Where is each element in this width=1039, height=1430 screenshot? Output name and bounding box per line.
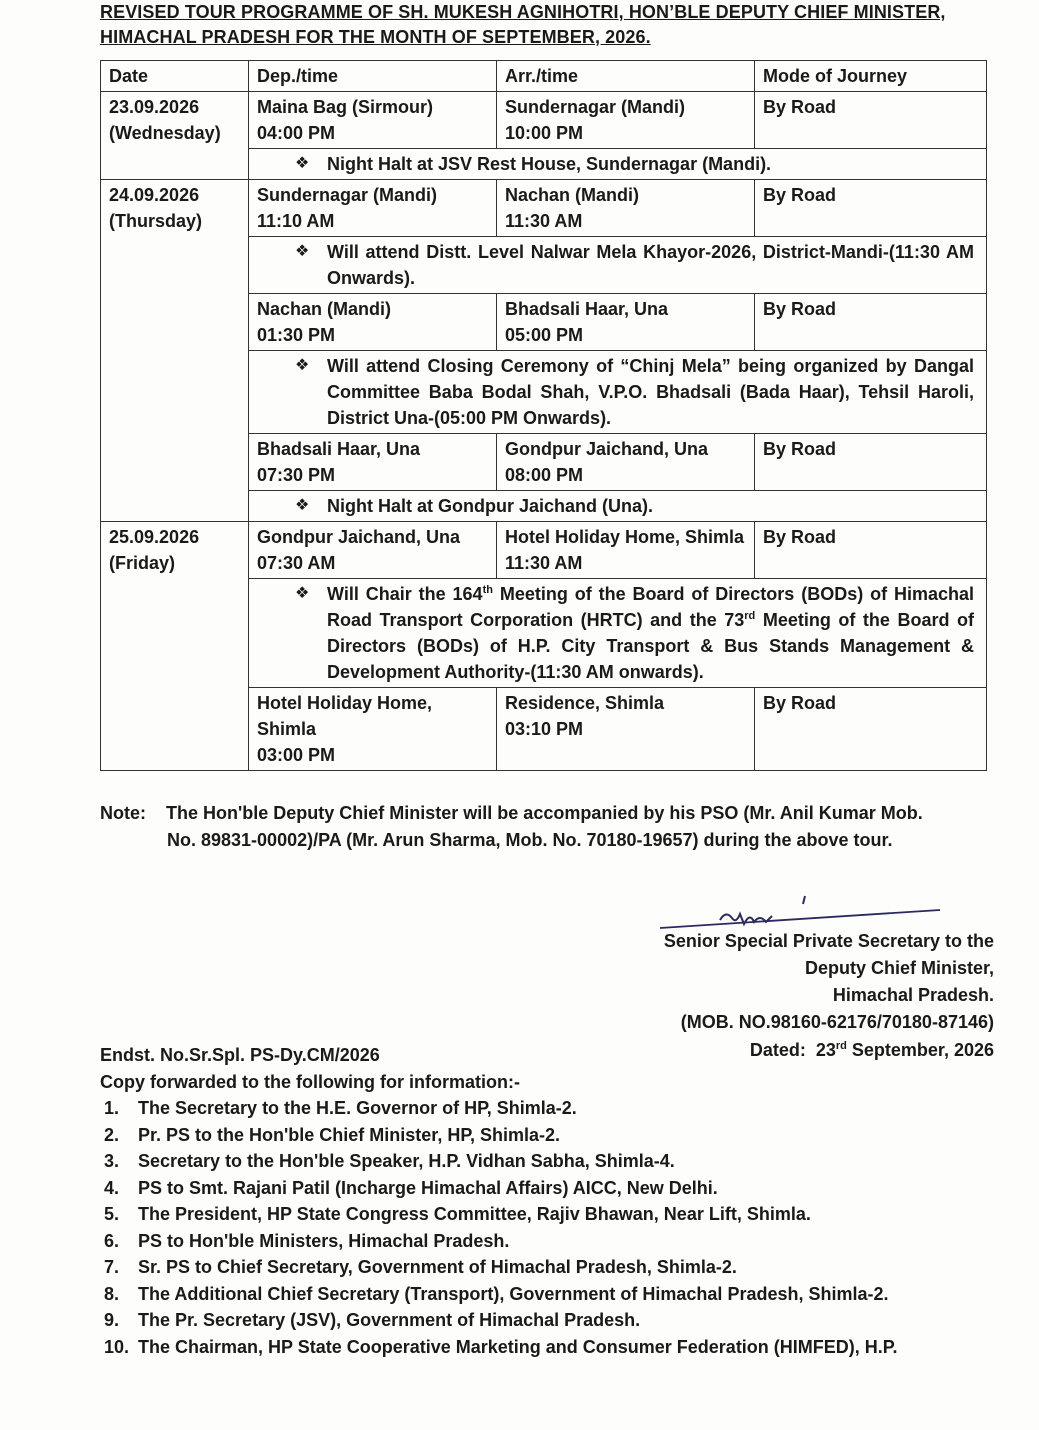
date-cell: 23.09.2026 (Wednesday) [101, 92, 249, 180]
note-label: Note: [100, 803, 146, 823]
list-item: 2. Pr. PS to the Hon'ble Chief Minister, HP, Shimla-2. [104, 1124, 561, 1145]
signatory-designation: Senior Special Private Secretary to the [663, 931, 994, 951]
dated-line: Dated: 23rd September, 2026 [749, 1040, 994, 1060]
endorsement-number: Endst. No.Sr.Spl. PS-Dy.CM/2026 [100, 1045, 380, 1065]
header-departure: Dep./time [249, 61, 497, 92]
document-title [100, 0, 1000, 50]
endorsement-section [100, 1042, 897, 1360]
header-arrival: Arr./time [497, 61, 755, 92]
itinerary-note: ❖ Will attend Closing Ceremony of “Chinj Mela” being organized by Dangal Committee Baba Bodal Shah, V.P.O. Bhadsali (Bada Haar), Tehsil Haroli, District Una-(05:00 PM Onwards). [249, 351, 987, 434]
arrival-cell: Residence, Shimla 03:10 PM [497, 688, 755, 771]
itinerary-note: ❖ Night Halt at Gondpur Jaichand (Una). [249, 491, 987, 522]
bullet-icon: ❖ [295, 585, 310, 602]
list-item: 4. PS to Smt. Rajani Patil (Incharge Himachal Affairs) AICC, New Delhi. [104, 1177, 718, 1198]
arrival-cell: Sundernagar (Mandi) 10:00 PM [497, 92, 755, 149]
accompaniment-note [100, 800, 1000, 854]
departure-cell: Nachan (Mandi) 01:30 PM [249, 294, 497, 351]
note-line-1: The Hon'ble Deputy Chief Minister will be accompanied by his PSO (Mr. Anil Kumar Mob. [166, 803, 923, 823]
endorsement-intro: Copy forwarded to the following for information:- [100, 1071, 520, 1092]
itinerary-note: ❖ Night Halt at JSV Rest House, Sundernagar (Mandi). [249, 149, 987, 180]
departure-cell: Maina Bag (Sirmour) 04:00 PM [249, 92, 497, 149]
list-item: 7. Sr. PS to Chief Secretary, Government of Himachal Pradesh, Shimla-2. [104, 1257, 737, 1277]
itinerary-note: ❖ Will attend Distt. Level Nalwar Mela Khayor-2026, District-Mandi-(11:30 AM Onwards). [249, 237, 987, 294]
list-item: 1. The Secretary to the H.E. Governor of HP, Shimla-2. [104, 1098, 577, 1118]
list-item: 5. The President, HP State Congress Committee, Rajiv Bhawan, Near Lift, Shimla. [104, 1204, 811, 1224]
departure-cell: Gondpur Jaichand, Una 07:30 AM [249, 522, 497, 579]
table-row [101, 92, 987, 149]
arrival-cell: Nachan (Mandi) 11:30 AM [497, 180, 755, 237]
arrival-cell: Gondpur Jaichand, Una 08:00 PM [497, 434, 755, 491]
list-item: 8. The Additional Chief Secretary (Transport), Government of Himachal Pradesh, Shimla-2. [104, 1283, 889, 1304]
table-header-row [101, 61, 987, 92]
header-mode: Mode of Journey [755, 61, 987, 92]
title-line-1: REVISED TOUR PROGRAMME OF SH. MUKESH AGNIHOTRI, HON’BLE DEPUTY CHIEF MINISTER, [100, 2, 946, 22]
header-date: Date [101, 61, 249, 92]
list-item: 9. The Pr. Secretary (JSV), Government of Himachal Pradesh. [104, 1310, 641, 1330]
bullet-icon: ❖ [295, 155, 310, 172]
tour-table [100, 60, 987, 771]
signatory-phone: (MOB. NO.98160-62176/70180-87146) [680, 1012, 994, 1032]
list-item: 6. PS to Hon'ble Ministers, Himachal Pradesh. [104, 1230, 510, 1251]
bullet-icon: ❖ [295, 243, 310, 260]
mode-cell: By Road [755, 522, 987, 579]
mode-cell: By Road [755, 92, 987, 149]
title-line-2: HIMACHAL PRADESH FOR THE MONTH OF SEPTEMBER, 2026. [100, 27, 651, 47]
bullet-icon: ❖ [295, 357, 310, 374]
departure-cell: Hotel Holiday Home, Shimla 03:00 PM [249, 688, 497, 771]
table-row [101, 522, 987, 579]
mode-cell: By Road [755, 294, 987, 351]
mode-cell: By Road [755, 688, 987, 771]
signatory-block: Senior Special Private Secretary to the Deputy Chief Minister, Himachal Pradesh. (MOB. NO.98160-62176/70180-87146) [664, 928, 994, 1036]
departure-cell: Bhadsali Haar, Una 07:30 PM [249, 434, 497, 491]
table-row [101, 180, 987, 237]
mode-cell: By Road [755, 434, 987, 491]
itinerary-note: ❖ Will Chair the 164th Meeting of the Board of Directors (BODs) of Himachal Road Transport Corporation (HRTC) and the 73rd Meeting of the Board of Directors (BODs) of H.P. City Transport & Bus Stands Management & Development Authority-(11:30 AM onwards). [249, 579, 987, 688]
note-line-2: No. 89831-00002)/PA (Mr. Arun Sharma, Mob. No. 70180-19657) during the above tour. [167, 830, 893, 850]
departure-cell: Sundernagar (Mandi) 11:10 AM [249, 180, 497, 237]
list-item: 3. Secretary to the Hon'ble Speaker, H.P. Vidhan Sabha, Shimla-4. [104, 1151, 675, 1171]
date-cell: 25.09.2026 (Friday) [101, 522, 249, 771]
list-item: 10. The Chairman, HP State Cooperative Marketing and Consumer Federation (HIMFED), H.P. [104, 1336, 898, 1357]
arrival-cell: Bhadsali Haar, Una 05:00 PM [497, 294, 755, 351]
date-cell: 24.09.2026 (Thursday) [101, 180, 249, 522]
copy-list [100, 1095, 897, 1360]
bullet-icon: ❖ [295, 497, 310, 514]
arrival-cell: Hotel Holiday Home, Shimla 11:30 AM [497, 522, 755, 579]
mode-cell: By Road [755, 180, 987, 237]
